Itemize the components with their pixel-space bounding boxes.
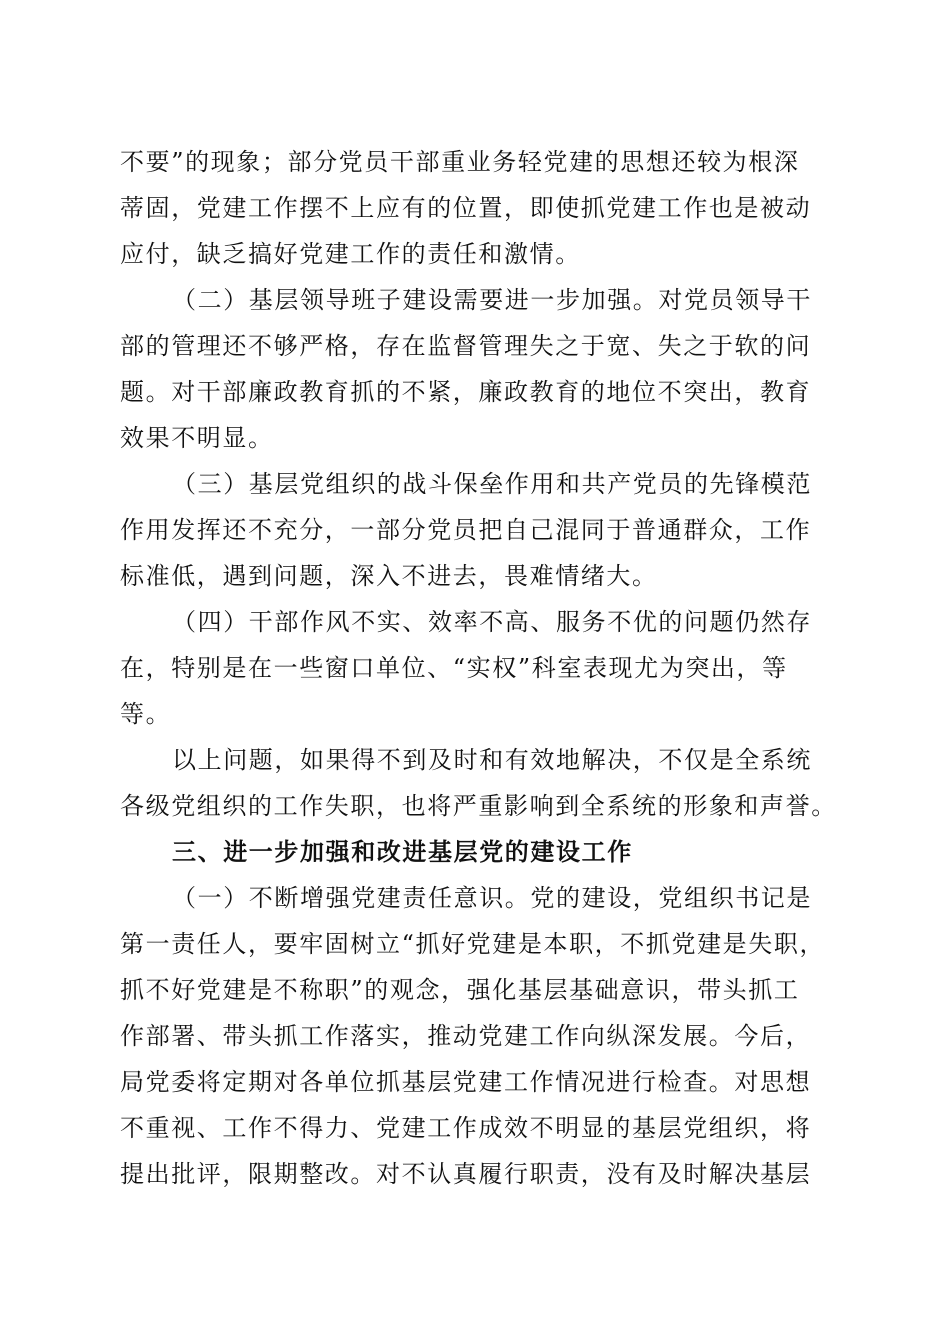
section-heading: 三、进一步加强和改进基层党的建设工作 <box>172 838 633 866</box>
text-line: 等。 <box>120 700 172 728</box>
text-line: 标准低，遇到问题，深入不进去，畏难情绪大。 <box>120 562 658 590</box>
text-line: 部的管理还不够严格，存在监督管理失之于宽、失之于软的问 <box>120 332 812 360</box>
text-line: 不重视、工作不得力、党建工作成效不明显的基层党组织，将 <box>120 1114 812 1142</box>
text-line: 题。对干部廉政教育抓的不紧，廉政教育的地位不突出，教育 <box>120 378 812 406</box>
paragraph-start-line: 以上问题，如果得不到及时和有效地解决，不仅是全系统 <box>172 746 812 774</box>
paragraph-start-line: （二）基层领导班子建设需要进一步加强。对党员领导干 <box>172 286 812 314</box>
text-line: 作部署、带头抓工作落实，推动党建工作向纵深发展。今后， <box>120 1022 812 1050</box>
text-line: 提出批评，限期整改。对不认真履行职责，没有及时解决基层 <box>120 1160 812 1188</box>
text-line: 效果不明显。 <box>120 424 274 452</box>
text-line: 应付，缺乏搞好党建工作的责任和激情。 <box>120 240 581 268</box>
paragraph-start-line: （四）干部作风不实、效率不高、服务不优的问题仍然存 <box>172 608 812 636</box>
text-line: 不要”的现象；部分党员干部重业务轻党建的思想还较为根深 <box>120 148 800 176</box>
paragraph-start-line: （一）不断增强党建责任意识。党的建设，党组织书记是 <box>172 884 812 912</box>
text-line: 抓不好党建是不称职”的观念，强化基层基础意识，带头抓工 <box>120 976 800 1004</box>
paragraph-start-line: （三）基层党组织的战斗保垒作用和共产党员的先锋模范 <box>172 470 812 498</box>
text-line: 局党委将定期对各单位抓基层党建工作情况进行检查。对思想 <box>120 1068 812 1096</box>
text-line: 第一责任人，要牢固树立“抓好党建是本职，不抓党建是失职， <box>120 930 826 958</box>
text-line: 蒂固，党建工作摆不上应有的位置，即使抓党建工作也是被动 <box>120 194 812 222</box>
text-line: 各级党组织的工作失职，也将严重影响到全系统的形象和声誉。 <box>120 792 837 820</box>
text-line: 作用发挥还不充分，一部分党员把自己混同于普通群众，工作 <box>120 516 812 544</box>
document-page <box>120 139 837 1197</box>
text-line: 在，特别是在一些窗口单位、“实权”科室表现尤为突出，等 <box>120 654 788 682</box>
